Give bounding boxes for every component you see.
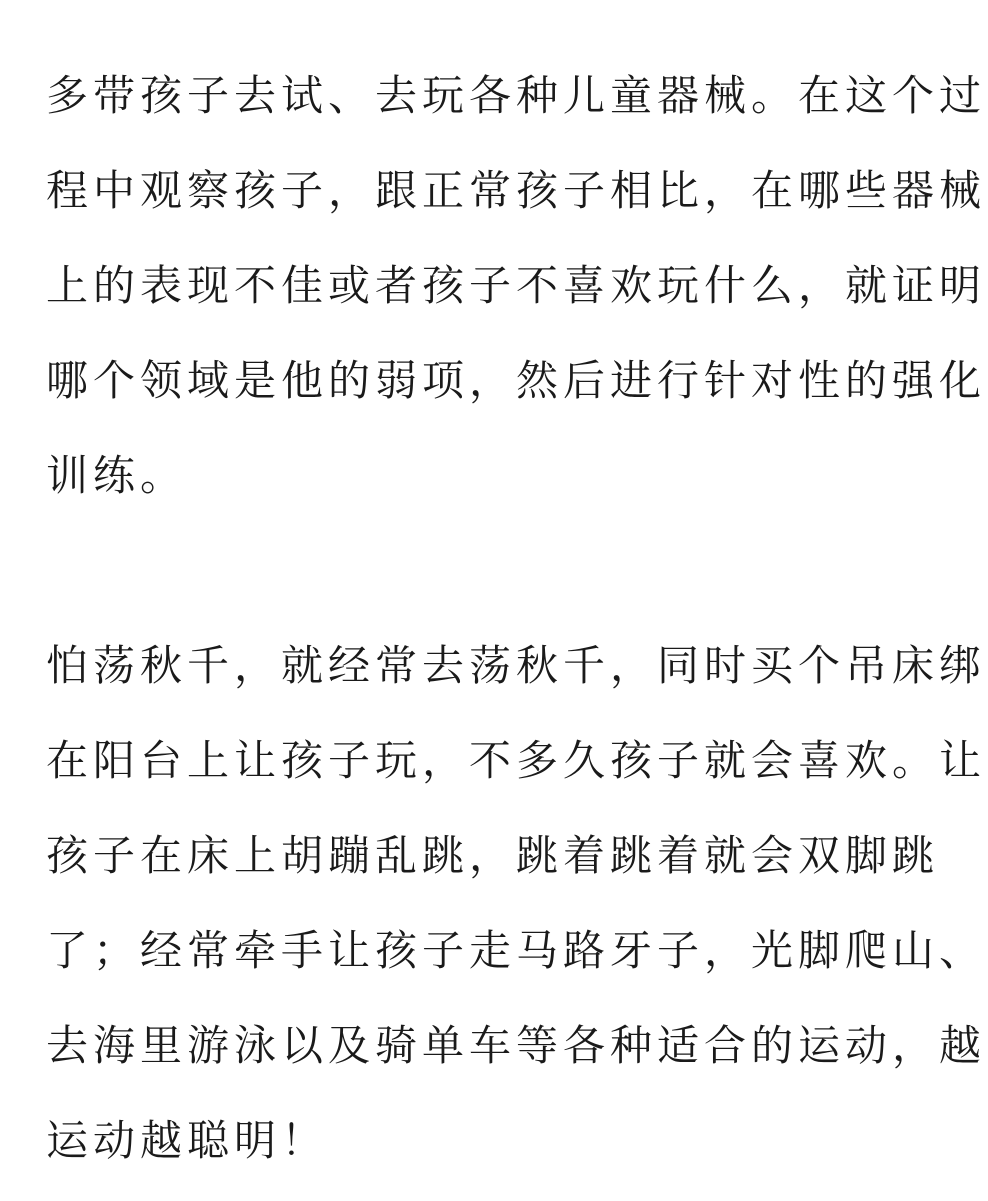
text-line: 训练。 [46,451,188,500]
text-line: 多带孩子去试、去玩各种儿童器械。在这个过 [46,71,987,120]
paragraph-equipment-observation [46,48,988,523]
text-line: 了；经常牵手让孩子走马路牙子，光脚爬山、 [46,926,987,975]
paragraph-exercise-suggestions [46,618,988,1188]
paragraph-spacer [46,523,988,618]
text-line: 在阳台上让孩子玩，不多久孩子就会喜欢。让 [46,736,987,785]
text-line: 上的表现不佳或者孩子不喜欢玩什么，就证明 [46,261,987,310]
text-line: 程中观察孩子，跟正常孩子相比，在哪些器械 [46,166,987,215]
text-line: 怕荡秋千，就经常去荡秋千，同时买个吊床绑 [46,641,987,690]
text-line: 孩子在床上胡蹦乱跳，跳着跳着就会双脚跳 [46,831,940,880]
text-line: 哪个领域是他的弱项，然后进行针对性的强化 [46,356,987,405]
text-line: 去海里游泳以及骑单车等各种适合的运动，越 [46,1021,987,1070]
text-line: 运动越聪明！ [46,1116,329,1165]
